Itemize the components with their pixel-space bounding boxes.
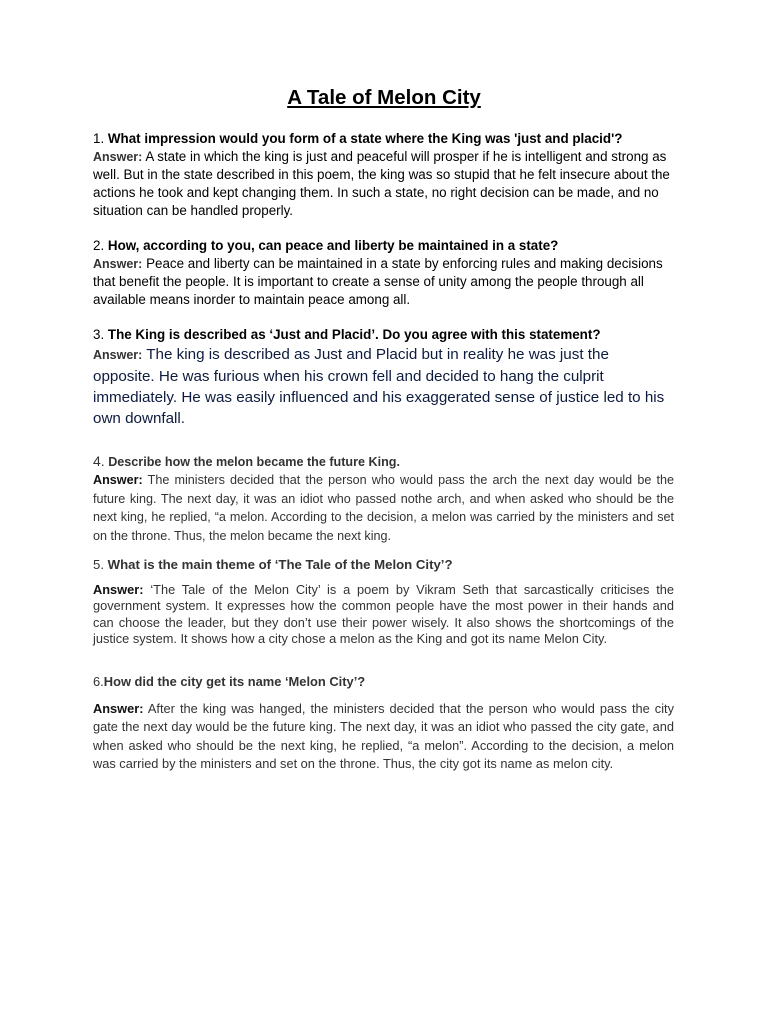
answer-text: The king is described as Just and Placid but in reality he was just the opposite. He was furious when his crown fell and decided to hang the culprit immediately. He was easily influenced and his exaggerated sense of justice led to his own downfall. — [93, 346, 665, 427]
question-number: 1. — [93, 131, 105, 146]
answer-3 — [93, 344, 674, 429]
question-block-3 — [93, 326, 674, 429]
answer-text: Peace and liberty can be maintained in a state by enforcing rules and making decisions that benefit the people. It is important to create a sense of unity among the people through all available means inorder to maintain peace among all. — [93, 256, 663, 307]
answer-label: Answer: — [93, 348, 143, 362]
question-2 — [93, 237, 674, 255]
question-5 — [93, 556, 674, 574]
question-number: 4. — [93, 453, 105, 469]
answer-1 — [93, 148, 674, 220]
question-text: What impression would you form of a state where the King was 'just and placid'? — [107, 131, 623, 146]
question-1 — [93, 130, 674, 148]
question-4 — [93, 452, 674, 471]
question-number: 5. — [93, 557, 104, 572]
answer-label: Answer: — [93, 257, 143, 271]
question-block-6 — [93, 673, 674, 774]
question-3 — [93, 326, 674, 344]
answer-5 — [93, 582, 674, 647]
answer-text: ‘The Tale of the Melon City’ is a poem by Vikram Seth that sarcastically criticises the government system. It expresses how the common people have the most power in their hands and can choose the leader, but they don’t use their power wisely. It also shows the shortcomings of the justice system. It shows how a city chose a melon as the King and got its name Melon City. — [93, 582, 674, 646]
question-6 — [93, 673, 674, 691]
question-text: Describe how the melon became the future King. — [108, 455, 400, 469]
question-text: The King is described as ‘Just and Placid’. Do you agree with this statement? — [107, 327, 601, 342]
question-block-1 — [93, 130, 674, 220]
answer-label: Answer: — [93, 150, 143, 164]
answer-4 — [93, 471, 674, 545]
answer-text: The ministers decided that the person who would pass the arch the next day would be the future king. The next day, it was an idiot who passed nothe arch, and when asked who should be the next king, he replied, “a melon. According to the decision, a melon was carried by the ministers and set on the throne. Thus, the melon became the next king. — [93, 473, 674, 543]
question-block-5 — [93, 556, 674, 647]
answer-label: Answer: — [93, 701, 144, 716]
question-block-4 — [93, 452, 674, 545]
question-text: What is the main theme of ‘The Tale of the Melon City’? — [107, 557, 453, 572]
question-text: How did the city get its name ‘Melon City’? — [103, 674, 366, 689]
answer-label: Answer: — [93, 582, 144, 597]
answer-text: After the king was hanged, the ministers decided that the person who would pass the city gate the next day would be the future king. The next day, it was an idiot who passed the city gate, and when asked who should be the next king, he replied, “a melon”. According to the decision, a melon was carried by the ministers and set on the throne. Thus, the city got its name as melon city. — [93, 701, 674, 772]
answer-2 — [93, 255, 674, 309]
question-number: 2. — [93, 238, 105, 253]
answer-label: Answer: — [93, 473, 143, 487]
question-number: 6. — [93, 674, 104, 689]
question-number: 3. — [93, 327, 105, 342]
answer-text: A state in which the king is just and peaceful will prosper if he is intelligent and strong as well. But in the state described in this poem, the king was so stupid that he felt insecure about the actions he took and kept changing them. In such a state, no right decision can be made, and no situation can be handled properly. — [93, 149, 670, 218]
question-text: How, according to you, can peace and liberty be maintained in a state? — [107, 238, 559, 253]
document-title: A Tale of Melon City — [287, 86, 481, 109]
question-block-2 — [93, 237, 674, 309]
answer-6 — [93, 700, 674, 774]
